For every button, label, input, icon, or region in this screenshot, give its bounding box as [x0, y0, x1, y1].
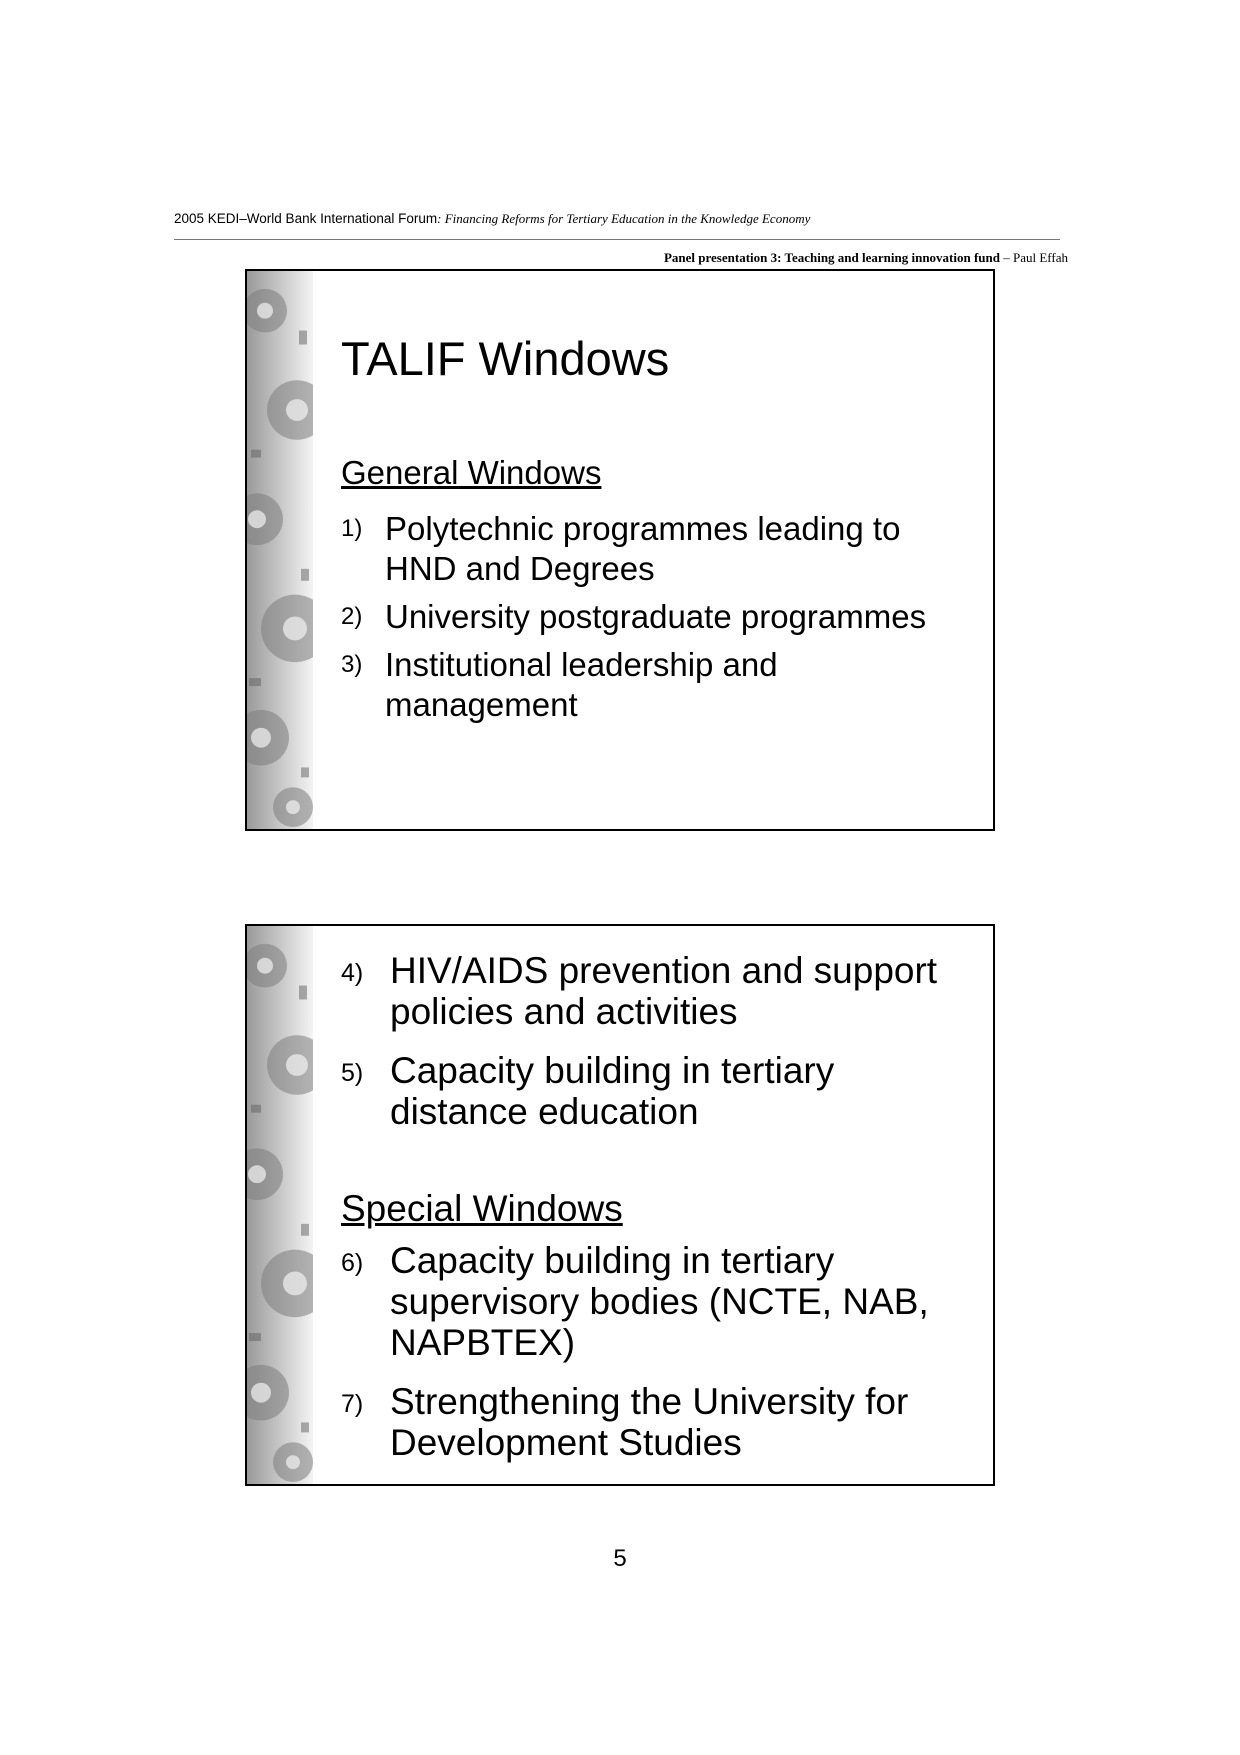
slide-title: TALIF Windows	[341, 332, 670, 385]
item-text	[390, 1240, 929, 1363]
item-text	[385, 597, 926, 637]
slide-2	[245, 924, 995, 1486]
item-line: HND and Degrees	[385, 550, 655, 587]
item-line: distance education	[390, 1091, 699, 1132]
author-name: – Paul Effah	[1000, 250, 1068, 265]
item-text	[385, 645, 778, 725]
item-text	[385, 509, 900, 589]
item-line: University postgraduate programmes	[385, 598, 927, 635]
forum-header	[174, 211, 810, 227]
panel-title: Panel presentation 3: Teaching and learning innovation fund	[663, 250, 1000, 265]
item-number: 4)	[341, 959, 364, 987]
gear-pattern-icon	[247, 926, 313, 1484]
item-line: supervisory bodies (NCTE, NAB,	[390, 1281, 929, 1322]
item-number: 2)	[341, 603, 363, 630]
item-number: 7)	[341, 1390, 364, 1418]
item-number: 5)	[341, 1059, 364, 1087]
slide-1	[245, 269, 995, 831]
item-number: 3)	[341, 651, 363, 678]
item-line: Development Studies	[390, 1422, 742, 1463]
forum-subtitle: : Financing Reforms for Tertiary Education in the Knowledge Economy	[437, 211, 811, 226]
item-line: Capacity building in tertiary	[390, 1050, 835, 1091]
item-text	[390, 950, 937, 1032]
item-number: 6)	[341, 1249, 364, 1277]
page-number: 5	[613, 1545, 627, 1572]
item-line: policies and activities	[390, 991, 738, 1032]
panel-header	[664, 250, 1068, 266]
gear-pattern-icon	[247, 271, 313, 829]
item-line: HIV/AIDS prevention and support	[390, 950, 938, 991]
special-windows-heading: Special Windows	[341, 1188, 623, 1229]
item-text	[390, 1381, 908, 1463]
slide-2-content	[341, 926, 973, 1484]
item-line: Institutional leadership and	[385, 646, 778, 683]
item-line: Polytechnic programmes leading to	[385, 510, 901, 547]
item-line: Strengthening the University for	[390, 1381, 909, 1422]
item-line: Capacity building in tertiary	[390, 1240, 835, 1281]
item-line: management	[385, 686, 578, 723]
item-number: 1)	[341, 515, 363, 542]
forum-name: 2005 KEDI–World Bank International Forum	[174, 211, 438, 226]
item-text	[390, 1050, 834, 1132]
general-windows-heading: General Windows	[341, 454, 602, 491]
slide-1-content	[341, 271, 973, 829]
header-rule	[174, 239, 1060, 240]
item-line: NAPBTEX)	[390, 1322, 576, 1363]
